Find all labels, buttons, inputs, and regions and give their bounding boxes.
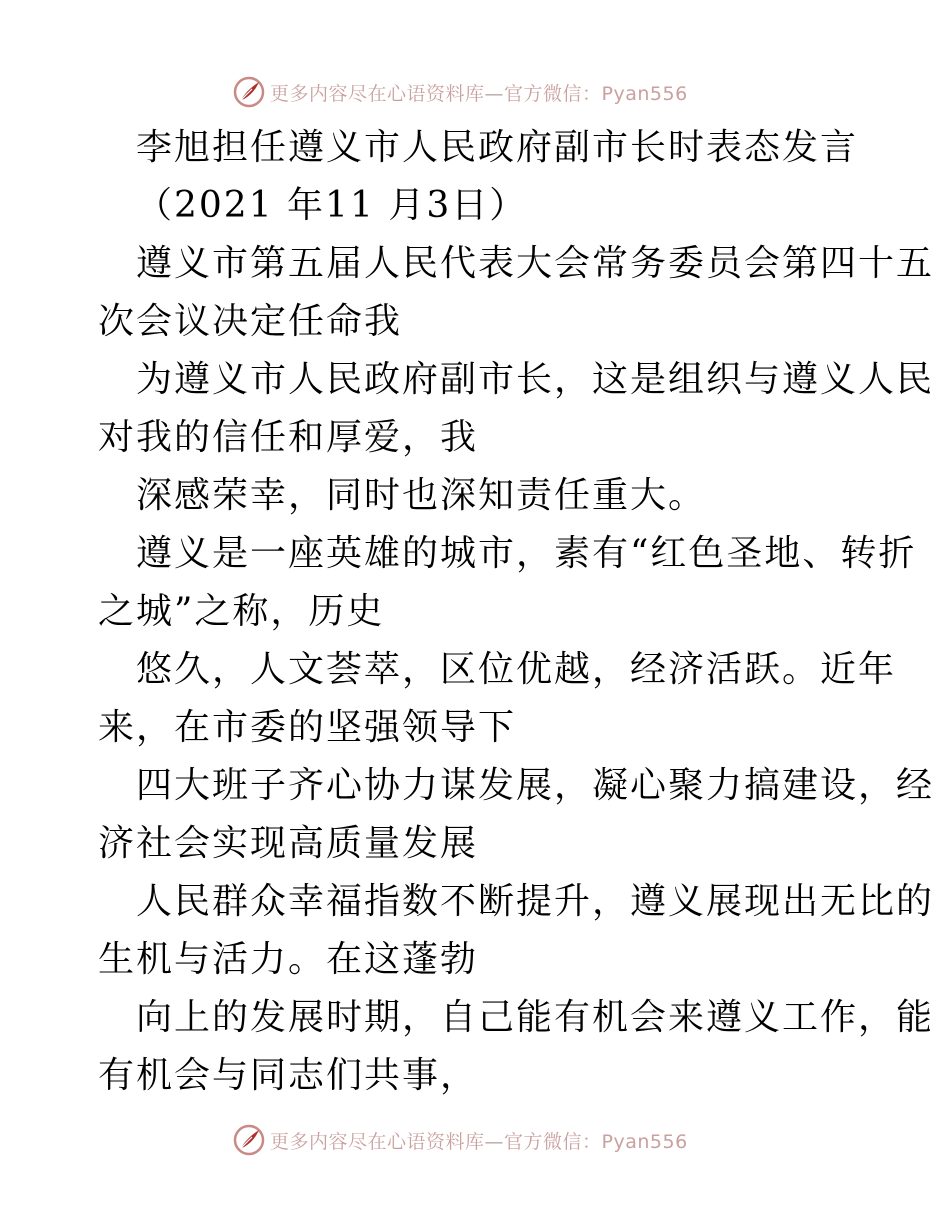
watermark-separator: — [484, 82, 505, 105]
header-watermark [0, 72, 950, 112]
watermark-separator: — [484, 1130, 505, 1153]
watermark-wechat: 官方微信：Pyan556 [504, 82, 688, 105]
document-title: 李旭担任遵义市人民政府副市长时表态发言 [136, 127, 859, 168]
document-date: （2021 年11 月3日） [136, 185, 528, 226]
paragraph-line: 人民群众幸福指数不断提升，遵义展现出无比的 [136, 881, 935, 922]
paragraph-line: 有机会与同志们共事， [98, 1055, 479, 1096]
paragraph-line: 遵义是一座英雄的城市，素有“红色圣地、转折 [136, 533, 917, 574]
paragraph-line: 悠久，人文荟萃，区位优越，经济活跃。近年 [136, 649, 897, 690]
paragraph-line: 济社会实现高质量发展 [98, 823, 479, 864]
paragraph-line: 之城”之称，历史 [98, 591, 385, 632]
paragraph-line: 生机与活力。在这蓬勃 [98, 939, 479, 980]
paragraph-line: 四大班子齐心协力谋发展，凝心聚力搞建设，经 [136, 765, 935, 806]
watermark-text: 更多内容尽在心语资料库 [270, 1130, 485, 1153]
watermark-wechat: 官方微信：Pyan556 [504, 1130, 688, 1153]
feather-pen-circle-icon [232, 75, 266, 109]
paragraph-line: 来，在市委的坚强领导下 [98, 707, 517, 748]
feather-pen-circle-icon [232, 1123, 266, 1157]
footer-watermark [0, 1120, 950, 1160]
watermark-text: 更多内容尽在心语资料库 [270, 82, 485, 105]
paragraph-line: 遵义市第五届人民代表大会常务委员会第四十五 [136, 243, 935, 284]
paragraph-line: 深感荣幸，同时也深知责任重大。 [136, 475, 707, 516]
paragraph-line: 向上的发展时期，自己能有机会来遵义工作，能 [136, 997, 935, 1038]
paragraph-line: 对我的信任和厚爱，我 [98, 417, 479, 458]
paragraph-line: 次会议决定任命我 [98, 301, 403, 342]
paragraph-line: 为遵义市人民政府副市长，这是组织与遵义人民 [136, 359, 935, 400]
